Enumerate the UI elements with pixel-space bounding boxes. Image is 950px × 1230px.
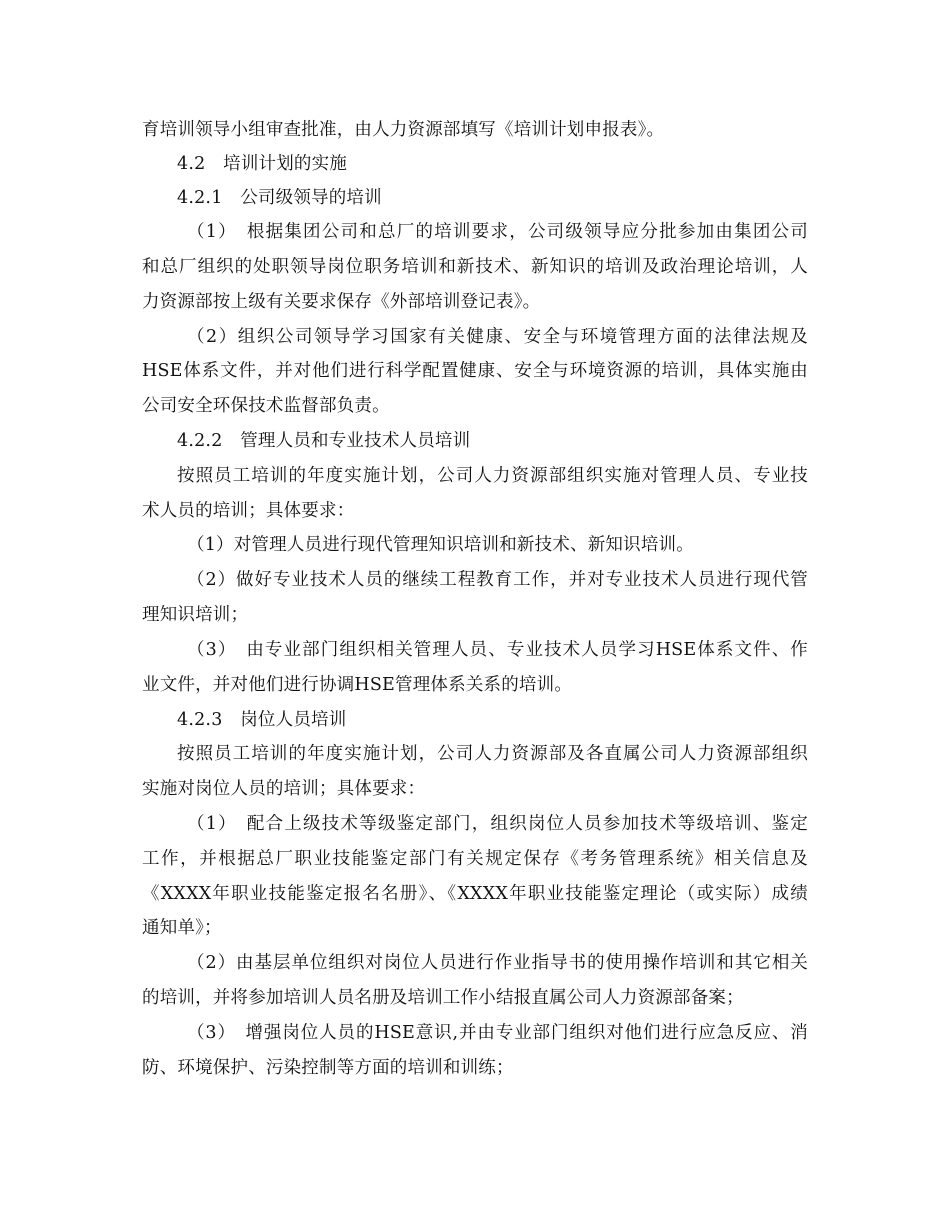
text-line: 力资源部按上级有关要求保存《外部培训登记表》。 — [142, 292, 541, 312]
section-heading: 4.2.1 公司级领导的培训 — [177, 188, 382, 208]
text-line: 和总厂组织的处职领导岗位职务培训和新技术、新知识的培训及政治理论培训，人 — [142, 257, 808, 277]
text-line: （1） 配合上级技术等级鉴定部门，组织岗位人员参加技术等级培训、鉴定 — [187, 814, 808, 834]
text-line: 按照员工培训的年度实施计划，公司人力资源部及各直属公司人力资源部组织 — [177, 744, 808, 764]
text-line: （3） 由专业部门组织相关管理人员、专业技术人员学习HSE体系文件、作 — [187, 640, 808, 660]
text-line: 通知单》； — [142, 918, 222, 938]
text-line: 业文件，并对他们进行协调HSE管理体系关系的培训。 — [142, 675, 573, 695]
text-line: （2）组织公司领导学习国家有关健康、安全与环境管理方面的法律法规及 — [187, 327, 808, 347]
section-heading: 4.2 培训计划的实施 — [177, 154, 348, 174]
text-line: HSE体系文件，并对他们进行科学配置健康、安全与环境资源的培训，具体实施由 — [142, 361, 808, 381]
text-line: 育培训领导小组审查批准，由人力资源部填写《培训计划申报表》。 — [142, 120, 665, 140]
text-line: （2）做好专业技术人员的继续工程教育工作，并对专业技术人员进行现代管 — [187, 570, 808, 590]
text-line: 防、环境保护、污染控制等方面的培训和训练； — [142, 1058, 514, 1078]
text-line: 术人员的培训；具体要求： — [142, 501, 355, 521]
text-line: 工作，并根据总厂职业技能鉴定部门有关规定保存《考务管理系统》相关信息及 — [142, 849, 808, 869]
section-heading: 4.2.3 岗位人员培训 — [177, 710, 347, 730]
text-line: 《XXXX年职业技能鉴定报名名册》、《XXXX年职业技能鉴定理论（或实际）成绩 — [142, 884, 808, 904]
text-line: 实施对岗位人员的培训；具体要求： — [142, 779, 426, 799]
text-line: 的培训，并将参加培训人员名册及培训工作小结报直属公司人力资源部备案； — [142, 988, 744, 1008]
text-line: 理知识培训； — [142, 605, 249, 625]
section-heading: 4.2.2 管理人员和专业技术人员培训 — [177, 431, 471, 451]
text-line: 公司安全环保技术监督部负责。 — [142, 396, 390, 416]
text-line: （1） 根据集团公司和总厂的培训要求，公司级领导应分批参加由集团公司 — [187, 222, 808, 242]
text-line: （2）由基层单位组织对岗位人员进行作业指导书的使用操作培训和其它相关 — [187, 953, 808, 973]
text-line: （1）对管理人员进行现代管理知识培训和新技术、新知识培训。 — [187, 535, 694, 555]
text-line: 按照员工培训的年度实施计划，公司人力资源部组织实施对管理人员、专业技 — [177, 466, 808, 486]
text-line: （3） 增强岗位人员的HSE意识,并由专业部门组织对他们进行应急反应、消 — [187, 1023, 808, 1043]
